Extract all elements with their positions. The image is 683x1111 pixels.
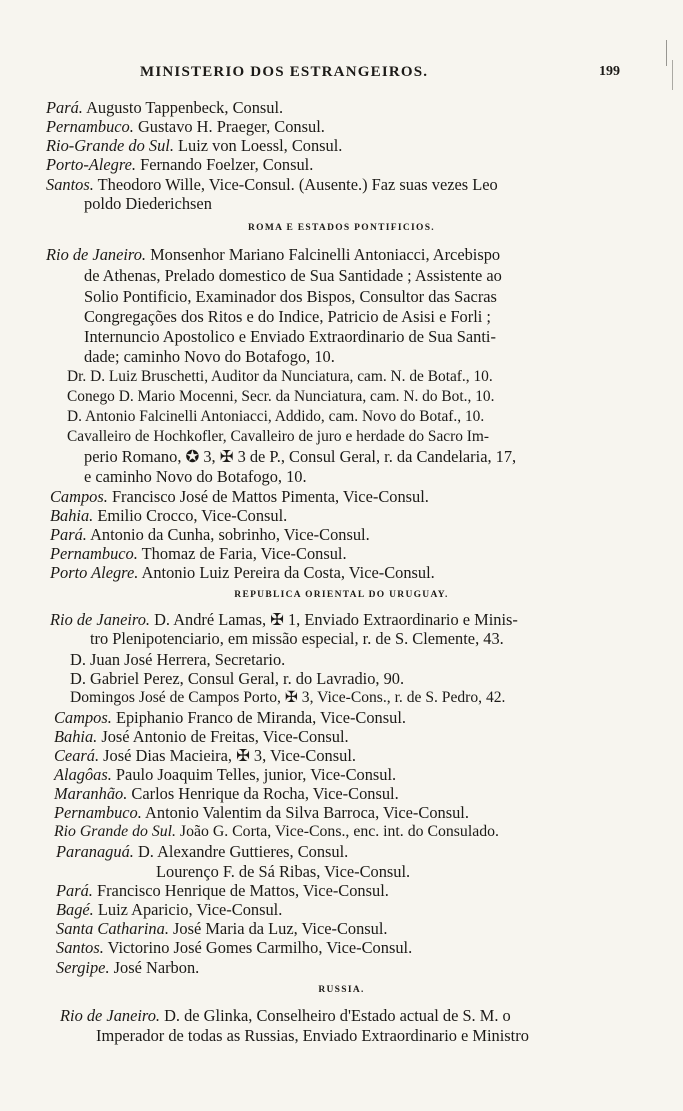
scan-mark — [672, 60, 673, 90]
entry-line: poldo Diederichsen — [84, 194, 212, 213]
entry-line: Pernambuco. Antonio Valentim da Silva Barroca, Vice-Consul. — [54, 803, 469, 822]
entry-line: Bahia. José Antonio de Freitas, Vice-Consul. — [54, 727, 349, 746]
entry-line: Porto-Alegre. Fernando Foelzer, Consul. — [46, 155, 314, 174]
scan-mark — [666, 40, 667, 66]
entry-line: tro Plenipotenciario, em missão especial, r. de S. Clemente, 43. — [90, 629, 504, 648]
entry-line: de Athenas, Prelado domestico de Sua Santidade ; Assistente ao — [84, 266, 502, 285]
entry-line: Maranhão. Carlos Henrique da Rocha, Vice-Consul. — [54, 784, 399, 803]
entry-line: Santos. Victorino José Gomes Carmilho, Vice-Consul. — [56, 938, 413, 957]
entry-line: Rio Grande do Sul. João G. Corta, Vice-Cons., enc. int. do Consulado. — [54, 823, 499, 840]
entry-line: e caminho Novo do Botafogo, 10. — [84, 467, 307, 486]
section-heading-roma: ROMA E ESTADOS PONTIFICIOS. — [248, 223, 435, 233]
entry-line: Rio de Janeiro. D. de Glinka, Conselheiro d'Estado actual de S. M. o — [60, 1006, 511, 1025]
entry-line: Campos. Epiphanio Franco de Miranda, Vice-Consul. — [54, 708, 406, 727]
entry-line: dade; caminho Novo do Botafogo, 10. — [84, 347, 335, 366]
entry-line: Pará. Augusto Tappenbeck, Consul. — [46, 98, 284, 117]
running-title: MINISTERIO DOS ESTRANGEIROS. — [140, 64, 429, 80]
entry-line: Pernambuco. Thomaz de Faria, Vice-Consul. — [50, 544, 347, 563]
entry-line: Solio Pontificio, Examinador dos Bispos, Consultor das Sacras — [84, 287, 497, 306]
section-heading-russia: RUSSIA. — [318, 985, 365, 995]
entry-line: Lourenço F. de Sá Ribas, Vice-Consul. — [156, 862, 411, 881]
entry-line: Campos. Francisco José de Mattos Pimenta, Vice-Consul. — [50, 487, 429, 506]
entry-line: Congregações dos Ritos e do Indice, Patricio de Asisi e Forli ; — [84, 307, 491, 326]
entry-line: perio Romano, ✪ 3, ✠ 3 de P., Consul Geral, r. da Candelaria, 17, — [84, 447, 517, 466]
entry-line: Pará. Francisco Henrique de Mattos, Vice-Consul. — [56, 881, 389, 900]
entry-line: Internuncio Apostolico e Enviado Extraordinario de Sua Santi- — [84, 327, 496, 346]
entry-line: Cavalleiro de Hochkofler, Cavalleiro de juro e herdade do Sacro Im- — [67, 428, 490, 445]
entry-line: Rio de Janeiro. Monsenhor Mariano Falcinelli Antoniacci, Arcebispo — [46, 245, 501, 264]
entry-line: Pernambuco. Gustavo H. Praeger, Consul. — [46, 117, 325, 136]
entry-line: Bagé. Luiz Aparicio, Vice-Consul. — [56, 900, 283, 919]
entry-line: Rio-Grande do Sul. Luiz von Loessl, Consul. — [46, 136, 343, 155]
entry-line: Ceará. José Dias Macieira, ✠ 3, Vice-Consul. — [54, 746, 356, 765]
entry-line: Sergipe. José Narbon. — [56, 958, 200, 977]
entry-line: Porto Alegre. Antonio Luiz Pereira da Costa, Vice-Consul. — [50, 563, 435, 582]
entry-line: Imperador de todas as Russias, Enviado Extraordinario e Ministro — [96, 1026, 529, 1045]
entry-line: Santa Catharina. José Maria da Luz, Vice-Consul. — [56, 919, 388, 938]
page-header — [40, 64, 620, 86]
entry-line: D. Juan José Herrera, Secretario. — [70, 650, 286, 669]
entry-line: Bahia. Emilio Crocco, Vice-Consul. — [50, 506, 288, 525]
entry-line: Domingos José de Campos Porto, ✠ 3, Vice-Cons., r. de S. Pedro, 42. — [70, 689, 506, 706]
page-number: 199 — [599, 64, 620, 79]
section-heading-uruguay: REPUBLICA ORIENTAL DO URUGUAY. — [234, 590, 449, 600]
entry-line: D. Antonio Falcinelli Antoniacci, Addido, cam. Novo do Botaf., 10. — [67, 408, 485, 425]
entry-line: Santos. Theodoro Wille, Vice-Consul. (Ausente.) Faz suas vezes Leo — [46, 175, 498, 194]
entry-line: Paranaguá. D. Alexandre Guttieres, Consul. — [56, 842, 349, 861]
entry-line: Dr. D. Luiz Bruschetti, Auditor da Nunciatura, cam. N. de Botaf., 10. — [67, 368, 493, 385]
entry-line: Rio de Janeiro. D. André Lamas, ✠ 1, Enviado Extraordinario e Minis- — [50, 610, 518, 629]
entry-line: Alagôas. Paulo Joaquim Telles, junior, Vice-Consul. — [54, 765, 397, 784]
entry-line: D. Gabriel Perez, Consul Geral, r. do Lavradio, 90. — [70, 669, 405, 688]
entry-line: Conego D. Mario Mocenni, Secr. da Nunciatura, cam. N. do Bot., 10. — [67, 388, 495, 405]
entry-line: Pará. Antonio da Cunha, sobrinho, Vice-Consul. — [50, 525, 370, 544]
